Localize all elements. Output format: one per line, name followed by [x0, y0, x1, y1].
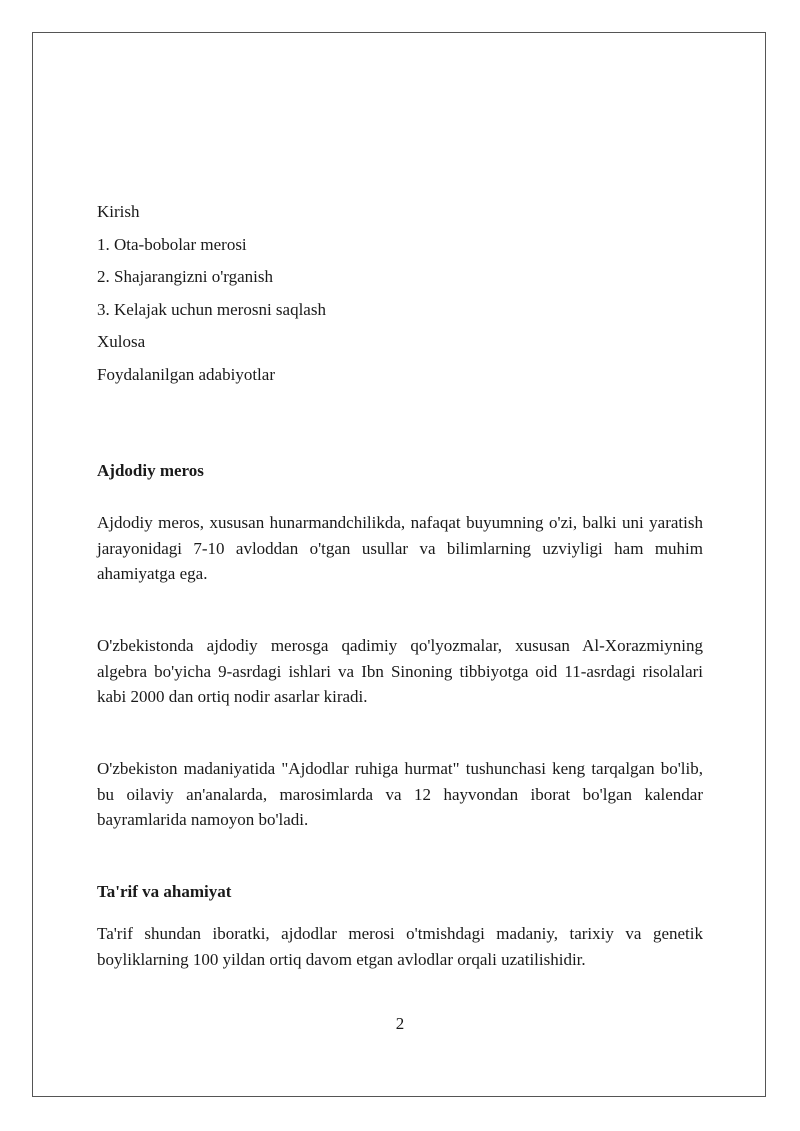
page-number: 2	[395, 1014, 405, 1033]
paragraph-2: O'zbekistonda ajdodiy merosga qadimiy qo'lyozmalar, xususan Al-Xorazmiyning algebra bo'yicha 9-asrdagi ishlari va Ibn Sinoning tibbiyotga oid 11-asrdagi risolalari kabi 2000 dan ortiq nodir asarlar kiradi.	[97, 636, 703, 706]
table-of-contents	[97, 199, 703, 395]
toc-item-1: 1. Ota-bobolar merosi	[97, 234, 247, 254]
section-heading-ancestral-heritage: Ajdodiy meros	[97, 461, 204, 480]
toc-item-2: 2. Shajarangizni o'rganish	[97, 267, 274, 287]
toc-item-references: Foydalanilgan adabiyotlar	[97, 364, 275, 384]
toc-item-introduction: Kirish	[97, 202, 140, 221]
paragraph-3: O'zbekiston madaniyatida "Ajdodlar ruhiga hurmat" tushunchasi keng tarqalgan bo'lib, bu oilaviy an'analarda, marosimlarda va 12 hayvondan iborat bo'lgan kalendar bayramlarida namoyon bo'ladi.	[97, 759, 703, 829]
paragraph-4: Ta'rif shundan iboratki, ajdodlar merosi o'tmishdagi madaniy, tarixiy va genetik boyliklarning 100 yildan ortiq davom etgan avlodlar orqali uzatilishidir.	[97, 924, 703, 969]
section-heading-definition: Ta'rif va ahamiyat	[97, 882, 232, 901]
toc-item-conclusion: Xulosa	[97, 332, 146, 352]
toc-item-3: 3. Kelajak uchun merosni saqlash	[97, 299, 326, 319]
paragraph-1: Ajdodiy meros, xususan hunarmandchilikda, nafaqat buyumning o'zi, balki uni yaratish jarayonidagi 7-10 avloddan o'tgan usullar va bilimlarning uzviyligi ham muhim ahamiyatga ega.	[97, 513, 703, 583]
